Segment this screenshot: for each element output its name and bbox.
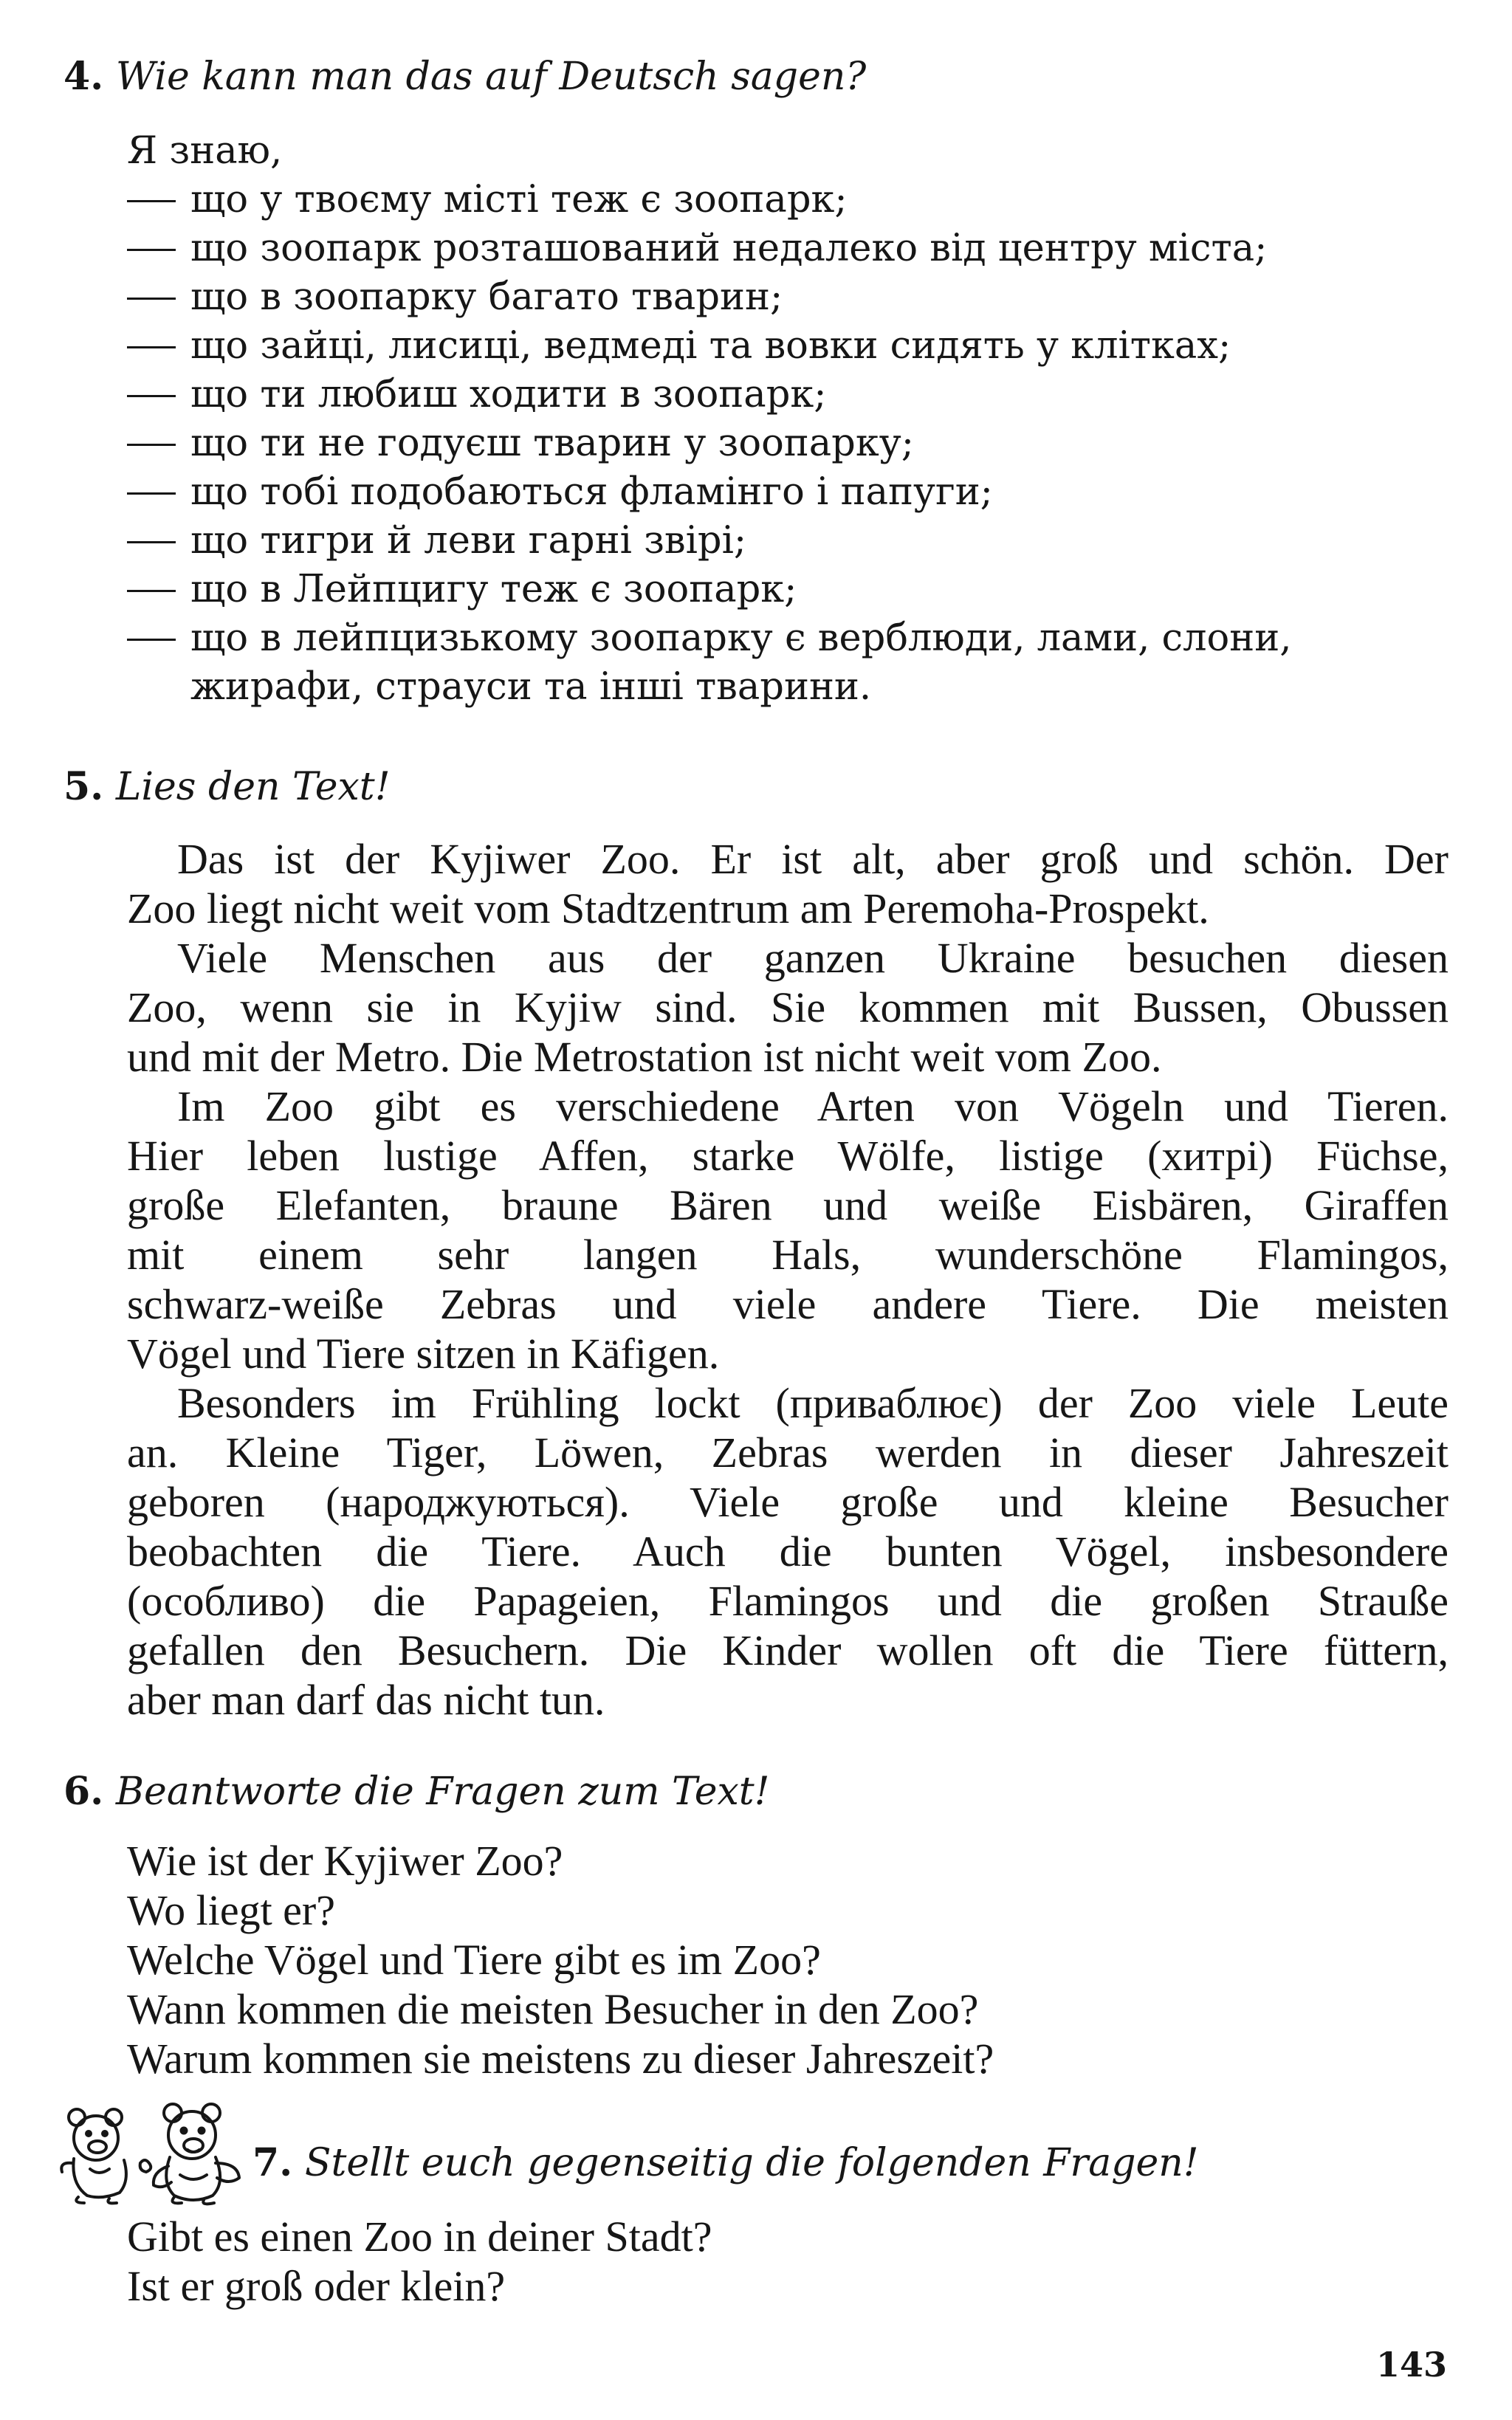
- dash-marker: [127, 346, 176, 348]
- dash-marker: [127, 590, 176, 592]
- question: Gibt es einen Zoo in deiner Stadt?: [127, 2213, 712, 2261]
- list-item: що зайці, лисиці, ведмеді та вовки сидять у клітках;: [190, 324, 1231, 368]
- text-line: geboren (народжуються). Viele große und kleine Besucher: [127, 1478, 1449, 1526]
- text-line: und mit der Metro. Die Metrostation ist nicht weit vom Zoo.: [127, 1033, 1162, 1081]
- dash-marker: [127, 395, 176, 397]
- text-line: schwarz-weiße Zebras und viele andere Tiere. Die meisten: [127, 1280, 1449, 1328]
- list-item: що в лейпцизькому зоопарку є верблюди, лами, слони,: [190, 616, 1292, 660]
- dash-marker: [127, 492, 176, 495]
- dash-marker: [127, 200, 176, 202]
- text-line: Zoo liegt nicht weit vom Stadtzentrum am Peremoha-Prospekt.: [127, 884, 1209, 932]
- text-line: mit einem sehr langen Hals, wunderschöne Flamingos,: [127, 1231, 1449, 1279]
- list-item-continuation: жирафи, страуси та інші тварини.: [190, 665, 872, 709]
- text-line: Hier leben lustige Affen, starke Wölfe, listige (хитрі) Füchse,: [127, 1132, 1449, 1180]
- exercise-title: Beantworte die Fragen zum Text!: [115, 1770, 770, 1814]
- dash-marker: [127, 298, 176, 300]
- dash-marker: [127, 444, 176, 446]
- exercise-number: 7.: [252, 2140, 293, 2185]
- dash-marker: [127, 541, 176, 543]
- text-line: Im Zoo gibt es verschiedene Arten von Vögeln und Tieren.: [177, 1082, 1449, 1130]
- exercise-title: Wie kann man das auf Deutsch sagen?: [115, 55, 867, 99]
- question: Warum kommen sie meistens zu dieser Jahreszeit?: [127, 2035, 994, 2083]
- two-bears-illustration: [58, 2095, 250, 2206]
- list-item: що зоопарк розташований недалеко від центру міста;: [190, 227, 1268, 270]
- text-line: beobachten die Tiere. Auch die bunten Vögel, insbesondere: [127, 1527, 1449, 1575]
- text-line: Vögel und Tiere sitzen in Käfigen.: [127, 1330, 720, 1378]
- list-item: що ти не годуєш тварин у зоопарку;: [190, 422, 914, 465]
- exercise-number: 6.: [63, 1769, 104, 1814]
- dash-marker: [127, 249, 176, 251]
- question: Wie ist der Kyjiwer Zoo?: [127, 1837, 563, 1885]
- text-line: gefallen den Besuchern. Die Kinder wollen oft die Tiere füttern,: [127, 1626, 1449, 1674]
- list-item: що у твоєму місті теж є зоопарк;: [190, 178, 848, 221]
- question: Welche Vögel und Tiere gibt es im Zoo?: [127, 1936, 821, 1984]
- list-item: що ти любиш ходити в зоопарк;: [190, 373, 827, 416]
- list-item: що в Лейпцигу теж є зоопарк;: [190, 568, 797, 611]
- list-item: що тигри й леви гарні звірі;: [190, 519, 747, 563]
- text-line: an. Kleine Tiger, Löwen, Zebras werden in dieser Jahreszeit: [127, 1429, 1449, 1477]
- exercise-title: Stellt euch gegenseitig die folgenden Fragen!: [304, 2141, 1199, 2185]
- exercise-6-heading: [63, 1768, 770, 1815]
- text-line: aber man darf das nicht tun.: [127, 1676, 605, 1724]
- page-number: 143: [1375, 2345, 1447, 2385]
- text-line: (особливо) die Papageien, Flamingos und die großen Strauße: [127, 1577, 1449, 1625]
- text-line: Besonders im Frühling lockt (приваблює) der Zoo viele Leute: [177, 1379, 1449, 1427]
- exercise-number: 4.: [63, 54, 104, 99]
- exercise-7-heading: [252, 2139, 1199, 2187]
- question: Wo liegt er?: [127, 1886, 335, 1934]
- text-line: Das ist der Kyjiwer Zoo. Er ist alt, aber groß und schön. Der: [177, 835, 1449, 883]
- text-line: Zoo, wenn sie in Kyjiw sind. Sie kommen mit Bussen, Obussen: [127, 983, 1449, 1031]
- exercise-5-heading: [63, 763, 391, 811]
- list-item: що тобі подобаються фламінго і папуги;: [190, 470, 993, 514]
- list-item: що в зоопарку багато тварин;: [190, 275, 783, 319]
- text-line: Viele Menschen aus der ganzen Ukraine besuchen diesen: [177, 934, 1449, 982]
- exercise-4-heading: [63, 53, 866, 100]
- exercise-number: 5.: [63, 764, 104, 809]
- question: Ist er groß oder klein?: [127, 2262, 506, 2310]
- text-line: große Elefanten, braune Bären und weiße Eisbären, Giraffen: [127, 1181, 1449, 1229]
- exercise-title: Lies den Text!: [115, 765, 391, 809]
- question: Wann kommen die meisten Besucher in den Zoo?: [127, 1985, 979, 2033]
- list-intro: Я знаю,: [127, 129, 283, 173]
- dash-marker: [127, 639, 176, 641]
